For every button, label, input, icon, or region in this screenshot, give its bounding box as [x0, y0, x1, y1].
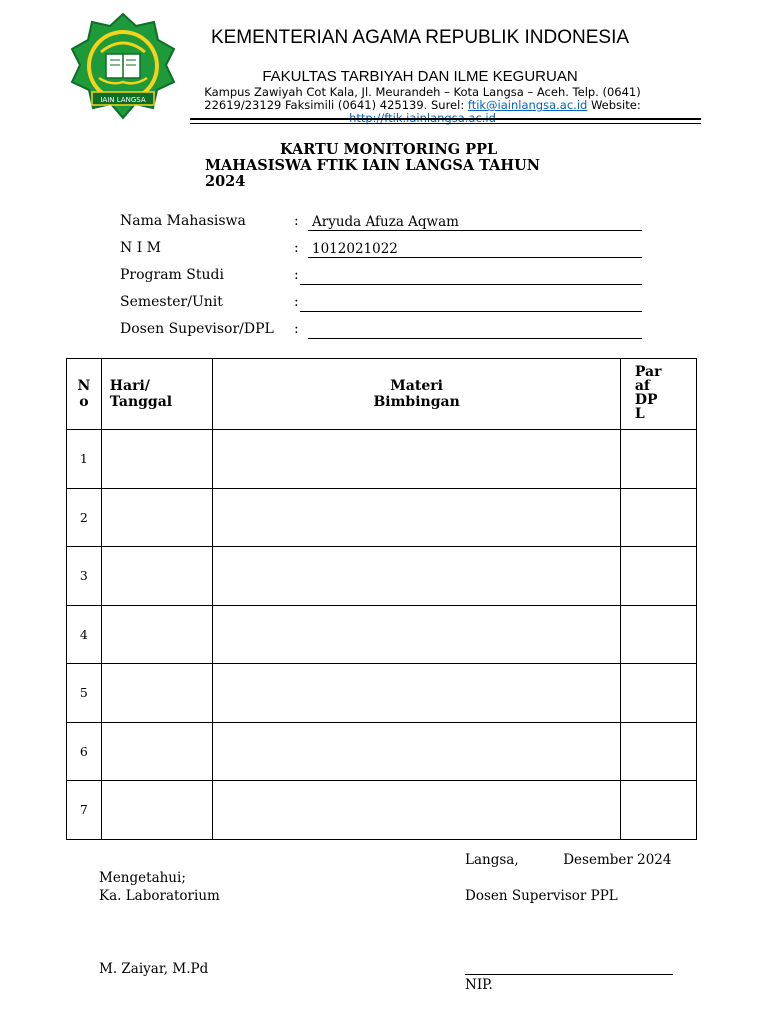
- header-no-text: N o: [77, 378, 91, 410]
- signature-line: [465, 974, 673, 975]
- cell-paraf[interactable]: [620, 430, 696, 489]
- field-colon: :: [294, 240, 299, 256]
- cell-no: 1: [67, 430, 102, 489]
- cell-paraf[interactable]: [620, 664, 696, 723]
- header-materi-text: Materi Bimbingan: [373, 378, 460, 410]
- field-colon: :: [294, 267, 299, 283]
- address-text: Kampus Zawiyah Cot Kala, Jl. Meurandeh – Kota Langsa – Aceh. Telp. (0641) 22619/23129 Faksimili (0641) 425139. Surel:: [204, 85, 641, 112]
- table-row: [67, 488, 697, 547]
- table-row: [67, 781, 697, 840]
- cell-materi[interactable]: [213, 605, 621, 664]
- cell-hari[interactable]: [101, 781, 213, 840]
- website-label: Website:: [587, 98, 641, 112]
- dosen-supervisor-label: Dosen Supervisor PPL: [465, 888, 618, 904]
- cell-paraf[interactable]: [620, 547, 696, 606]
- cell-materi[interactable]: [213, 722, 621, 781]
- field-row-nama: [120, 210, 650, 237]
- table-header-row: [67, 359, 697, 430]
- cell-no: 6: [67, 722, 102, 781]
- field-value-nim[interactable]: 1012021022: [308, 241, 642, 258]
- monitoring-table: [66, 358, 697, 840]
- title-line-2: MAHASISWA FTIK IAIN LANGSA TAHUN 2024: [205, 157, 540, 190]
- logo-text: IAIN LANGSA: [100, 96, 146, 104]
- ministry-title: KEMENTERIAN AGAMA REPUBLIK INDONESIA: [210, 27, 630, 48]
- month-year: Desember 2024: [563, 852, 672, 868]
- cell-no: 3: [67, 547, 102, 606]
- website-link[interactable]: http://ftik.iainlangsa.ac.id: [349, 111, 496, 125]
- header-divider-thin: [190, 123, 701, 124]
- field-value-prodi[interactable]: [300, 268, 642, 285]
- field-colon: :: [294, 321, 299, 337]
- cell-paraf[interactable]: [620, 488, 696, 547]
- cell-materi[interactable]: [213, 664, 621, 723]
- table-row: [67, 722, 697, 781]
- cell-materi[interactable]: [213, 547, 621, 606]
- field-row-dpl: [120, 318, 650, 345]
- title-line-1: KARTU MONITORING PPL: [280, 141, 498, 158]
- document-title: [205, 142, 585, 190]
- table-row: [67, 664, 697, 723]
- cell-no: 5: [67, 664, 102, 723]
- cell-hari[interactable]: [101, 664, 213, 723]
- field-label: N I M: [120, 240, 162, 256]
- header-paraf-text: Par af DP L: [634, 364, 662, 422]
- table-row: [67, 430, 697, 489]
- cell-hari[interactable]: [101, 605, 213, 664]
- header-divider-thick: [190, 118, 701, 120]
- cell-hari[interactable]: [101, 430, 213, 489]
- field-label: Dosen Supevisor/DPL: [120, 321, 274, 337]
- field-value-nama[interactable]: Aryuda Afuza Aqwam: [308, 214, 642, 231]
- col-header-hari: Hari/ Tanggal: [101, 359, 213, 430]
- place-label: Langsa,: [465, 852, 519, 868]
- mengetahui-label: Mengetahui;: [99, 870, 186, 886]
- cell-paraf[interactable]: [620, 605, 696, 664]
- ka-lab-label: Ka. Laboratorium: [99, 888, 220, 904]
- iain-langsa-logo: [66, 12, 180, 120]
- student-fields: [120, 210, 650, 345]
- table-row: [67, 547, 697, 606]
- place-date: [465, 852, 671, 868]
- email-link[interactable]: ftik@iainlangsa.ac.id: [467, 98, 588, 112]
- cell-hari[interactable]: [101, 547, 213, 606]
- field-row-nim: [120, 237, 650, 264]
- field-value-dpl[interactable]: [308, 322, 642, 339]
- field-colon: :: [294, 294, 299, 310]
- cell-hari[interactable]: [101, 722, 213, 781]
- cell-paraf[interactable]: [620, 781, 696, 840]
- col-header-materi: [213, 359, 621, 430]
- field-label: Semester/Unit: [120, 294, 223, 310]
- col-header-no: [67, 359, 102, 430]
- field-row-semester: [120, 291, 650, 318]
- field-label: Nama Mahasiswa: [120, 213, 246, 229]
- faculty-title: FAKULTAS TARBIYAH DAN ILME KEGURUAN: [262, 68, 578, 85]
- col-header-paraf: [620, 359, 696, 430]
- table-row: [67, 605, 697, 664]
- cell-hari[interactable]: [101, 488, 213, 547]
- field-colon: :: [294, 213, 299, 229]
- cell-materi[interactable]: [213, 430, 621, 489]
- nip-label: NIP.: [465, 977, 493, 993]
- cell-no: 7: [67, 781, 102, 840]
- field-row-prodi: [120, 264, 650, 291]
- cell-materi[interactable]: [213, 488, 621, 547]
- cell-no: 2: [67, 488, 102, 547]
- cell-materi[interactable]: [213, 781, 621, 840]
- cell-paraf[interactable]: [620, 722, 696, 781]
- field-label: Program Studi: [120, 267, 224, 283]
- left-signatory-name: M. Zaiyar, M.Pd: [99, 961, 209, 977]
- cell-no: 4: [67, 605, 102, 664]
- field-value-semester[interactable]: [300, 295, 642, 312]
